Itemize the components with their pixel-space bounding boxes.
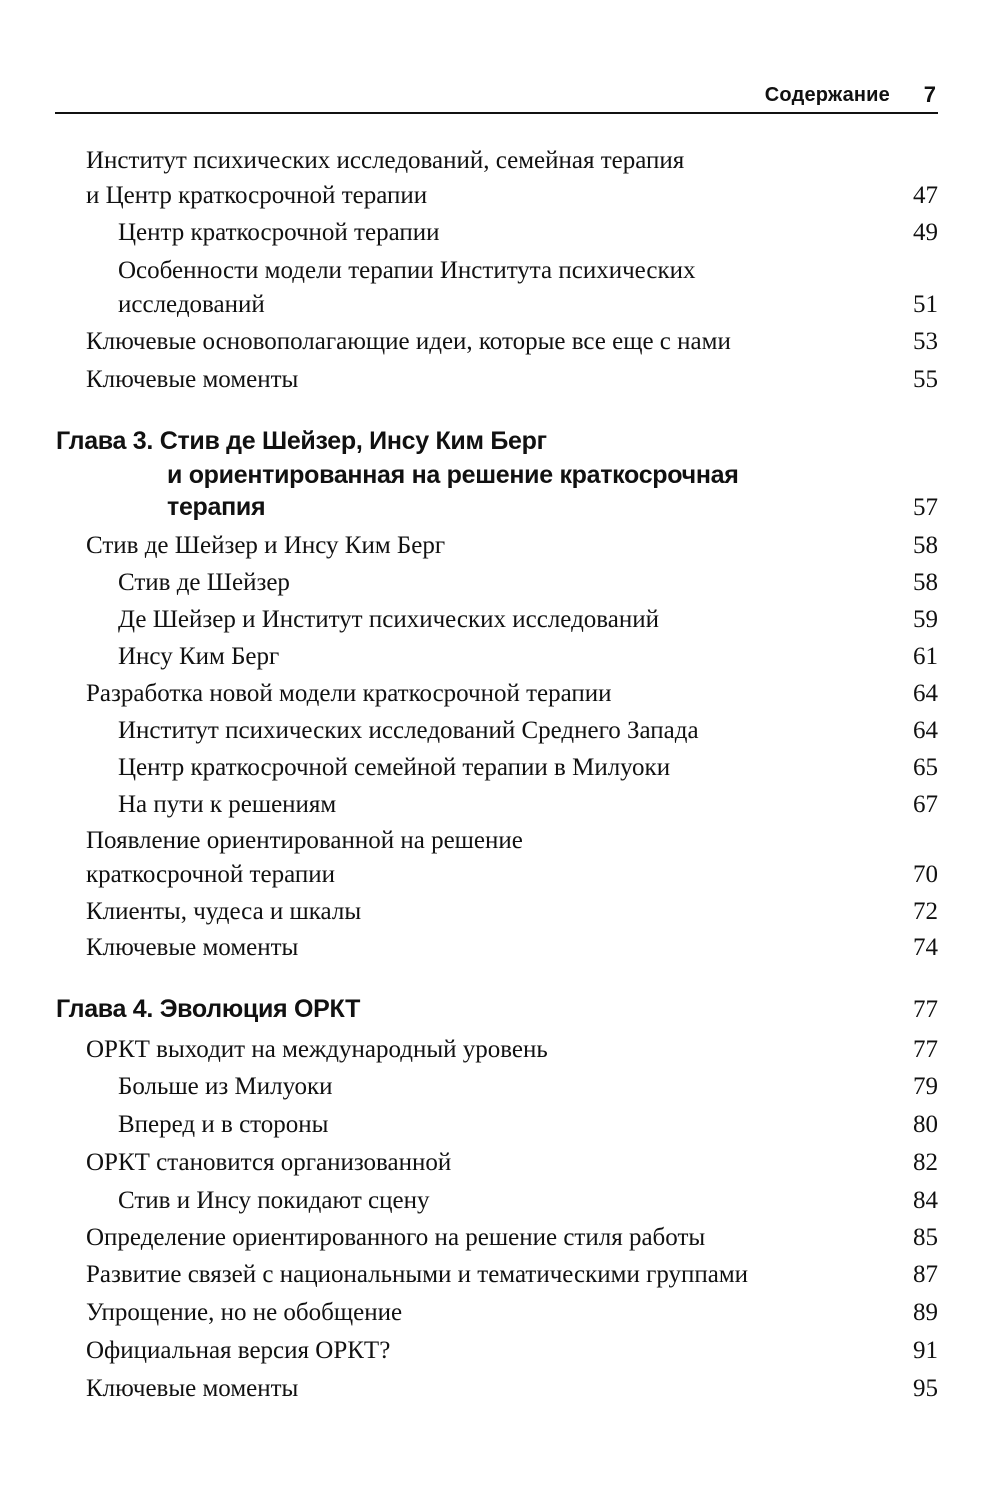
toc-page-number: 49 (913, 219, 938, 246)
toc-page-number: 82 (913, 1149, 938, 1176)
toc-entry-title: Стив и Инсу покидают сцену (118, 1187, 430, 1214)
toc-entry (0, 638, 1000, 675)
toc-entry-title: Клиенты, чудеса и шкалы (86, 898, 362, 925)
toc-page-number: 91 (913, 1337, 938, 1364)
toc-page-number: 59 (913, 606, 938, 633)
toc-entry (0, 675, 1000, 712)
toc-entry (0, 527, 1000, 564)
toc-page-number: 74 (913, 934, 938, 961)
toc-entry-title: краткосрочной терапии (86, 861, 335, 888)
toc-page-number: 67 (913, 791, 938, 818)
toc-entry-title: Особенности модели терапии Института психических (118, 257, 696, 284)
chapter-heading (0, 991, 1000, 1028)
toc-entry-title: Развитие связей с национальными и тематическими группами (86, 1261, 749, 1288)
toc-entry-title: и Центр краткосрочной терапии (86, 182, 428, 209)
toc-entry-title: Ключевые основополагающие идеи, которые все еще с нами (86, 328, 731, 355)
toc-entry (0, 1031, 1000, 1068)
toc-entry (0, 1332, 1000, 1369)
toc-entry-title: Ключевые моменты (86, 934, 299, 961)
toc-entry-title: Стив де Шейзер (118, 569, 290, 596)
toc-entry (0, 1106, 1000, 1143)
toc-entry-title: Официальная версия ОРКТ? (86, 1337, 391, 1364)
toc-page-number: 95 (913, 1375, 938, 1402)
chapter-title: Глава 4. Эволюция ОРКТ (56, 995, 361, 1023)
toc-entry (0, 929, 1000, 966)
toc-entry-title: Ключевые моменты (86, 366, 299, 393)
toc-page-number: 70 (913, 861, 938, 888)
toc-entry (0, 323, 1000, 360)
toc-entry-title: Ключевые моменты (86, 1375, 299, 1402)
chapter-title: и ориентированная на решение краткосрочная (167, 461, 739, 489)
toc-page-number: 80 (913, 1111, 938, 1138)
toc-entry (0, 1182, 1000, 1219)
toc-entry (0, 214, 1000, 251)
toc-page-number: 84 (913, 1187, 938, 1214)
toc-entry-title: Определение ориентированного на решение стиля работы (86, 1224, 706, 1251)
toc-entry-title: Разработка новой модели краткосрочной терапии (86, 680, 612, 707)
toc-entry-title: ОРКТ выходит на международный уровень (86, 1036, 548, 1063)
toc-entry-title: Институт психических исследований Среднего Запада (118, 717, 699, 744)
toc-entry (0, 749, 1000, 786)
toc-entry (0, 822, 1000, 859)
toc-page-number: 65 (913, 754, 938, 781)
toc-page-number: 87 (913, 1261, 938, 1288)
toc-page-number: 47 (913, 182, 938, 209)
toc-entry-title: ОРКТ становится организованной (86, 1149, 452, 1176)
toc-entry-title: Вперед и в стороны (118, 1111, 329, 1138)
toc-entry-title: Центр краткосрочной терапии (118, 219, 440, 246)
toc-entry (0, 1370, 1000, 1407)
toc-entry (0, 142, 1000, 179)
toc-page-number: 61 (913, 643, 938, 670)
toc-page-number: 89 (913, 1299, 938, 1326)
toc-page-number: 58 (913, 532, 938, 559)
toc-page-number: 55 (913, 366, 938, 393)
toc-entry-title: Появление ориентированной на решение (86, 827, 523, 854)
toc-entry-title: На пути к решениям (118, 791, 337, 818)
toc-page-number: 77 (913, 1036, 938, 1063)
toc-page-number: 57 (913, 494, 938, 521)
toc-entry (0, 1219, 1000, 1256)
toc-entry (0, 564, 1000, 601)
toc-entry (0, 786, 1000, 823)
toc-page-number: 51 (913, 291, 938, 318)
toc-entry (0, 252, 1000, 289)
toc-entry-title: Центр краткосрочной семейной терапии в Милуоки (118, 754, 671, 781)
toc-entry-continuation (0, 286, 1000, 323)
toc-page-number: 72 (913, 898, 938, 925)
chapter-title: Глава 3. Стив де Шейзер, Инсу Ким Берг (56, 427, 547, 455)
toc-entry (0, 712, 1000, 749)
toc-entry-title: Больше из Милуоки (118, 1073, 333, 1100)
toc-entry-continuation (0, 856, 1000, 893)
toc-entry (0, 1256, 1000, 1293)
toc-entry-title: Стив де Шейзер и Инсу Ким Берг (86, 532, 446, 559)
toc-page-number: 77 (913, 996, 938, 1023)
toc-entry-title: Инсу Ким Берг (118, 643, 280, 670)
toc-entry (0, 601, 1000, 638)
toc-entry (0, 1068, 1000, 1105)
page-number: 7 (923, 82, 936, 107)
toc-page-number: 85 (913, 1224, 938, 1251)
toc-page-number: 53 (913, 328, 938, 355)
chapter-heading (0, 423, 1000, 460)
toc-entry (0, 361, 1000, 398)
toc-page-number: 64 (913, 680, 938, 707)
toc-page-number: 64 (913, 717, 938, 744)
toc-page-number: 58 (913, 569, 938, 596)
toc-entry-title: Де Шейзер и Институт психических исследований (118, 606, 659, 633)
toc-entry-title: исследований (118, 291, 265, 318)
chapter-heading-continuation (0, 489, 1000, 526)
running-header-title: Содержание (764, 84, 890, 106)
chapter-title: терапия (167, 493, 266, 521)
toc-page-number: 79 (913, 1073, 938, 1100)
toc-entry (0, 893, 1000, 930)
toc-entry-continuation (0, 177, 1000, 214)
toc-entry (0, 1294, 1000, 1331)
toc-entry (0, 1144, 1000, 1181)
toc-entry-title: Институт психических исследований, семейная терапия (86, 147, 685, 174)
toc-entry-title: Упрощение, но не обобщение (86, 1299, 403, 1326)
